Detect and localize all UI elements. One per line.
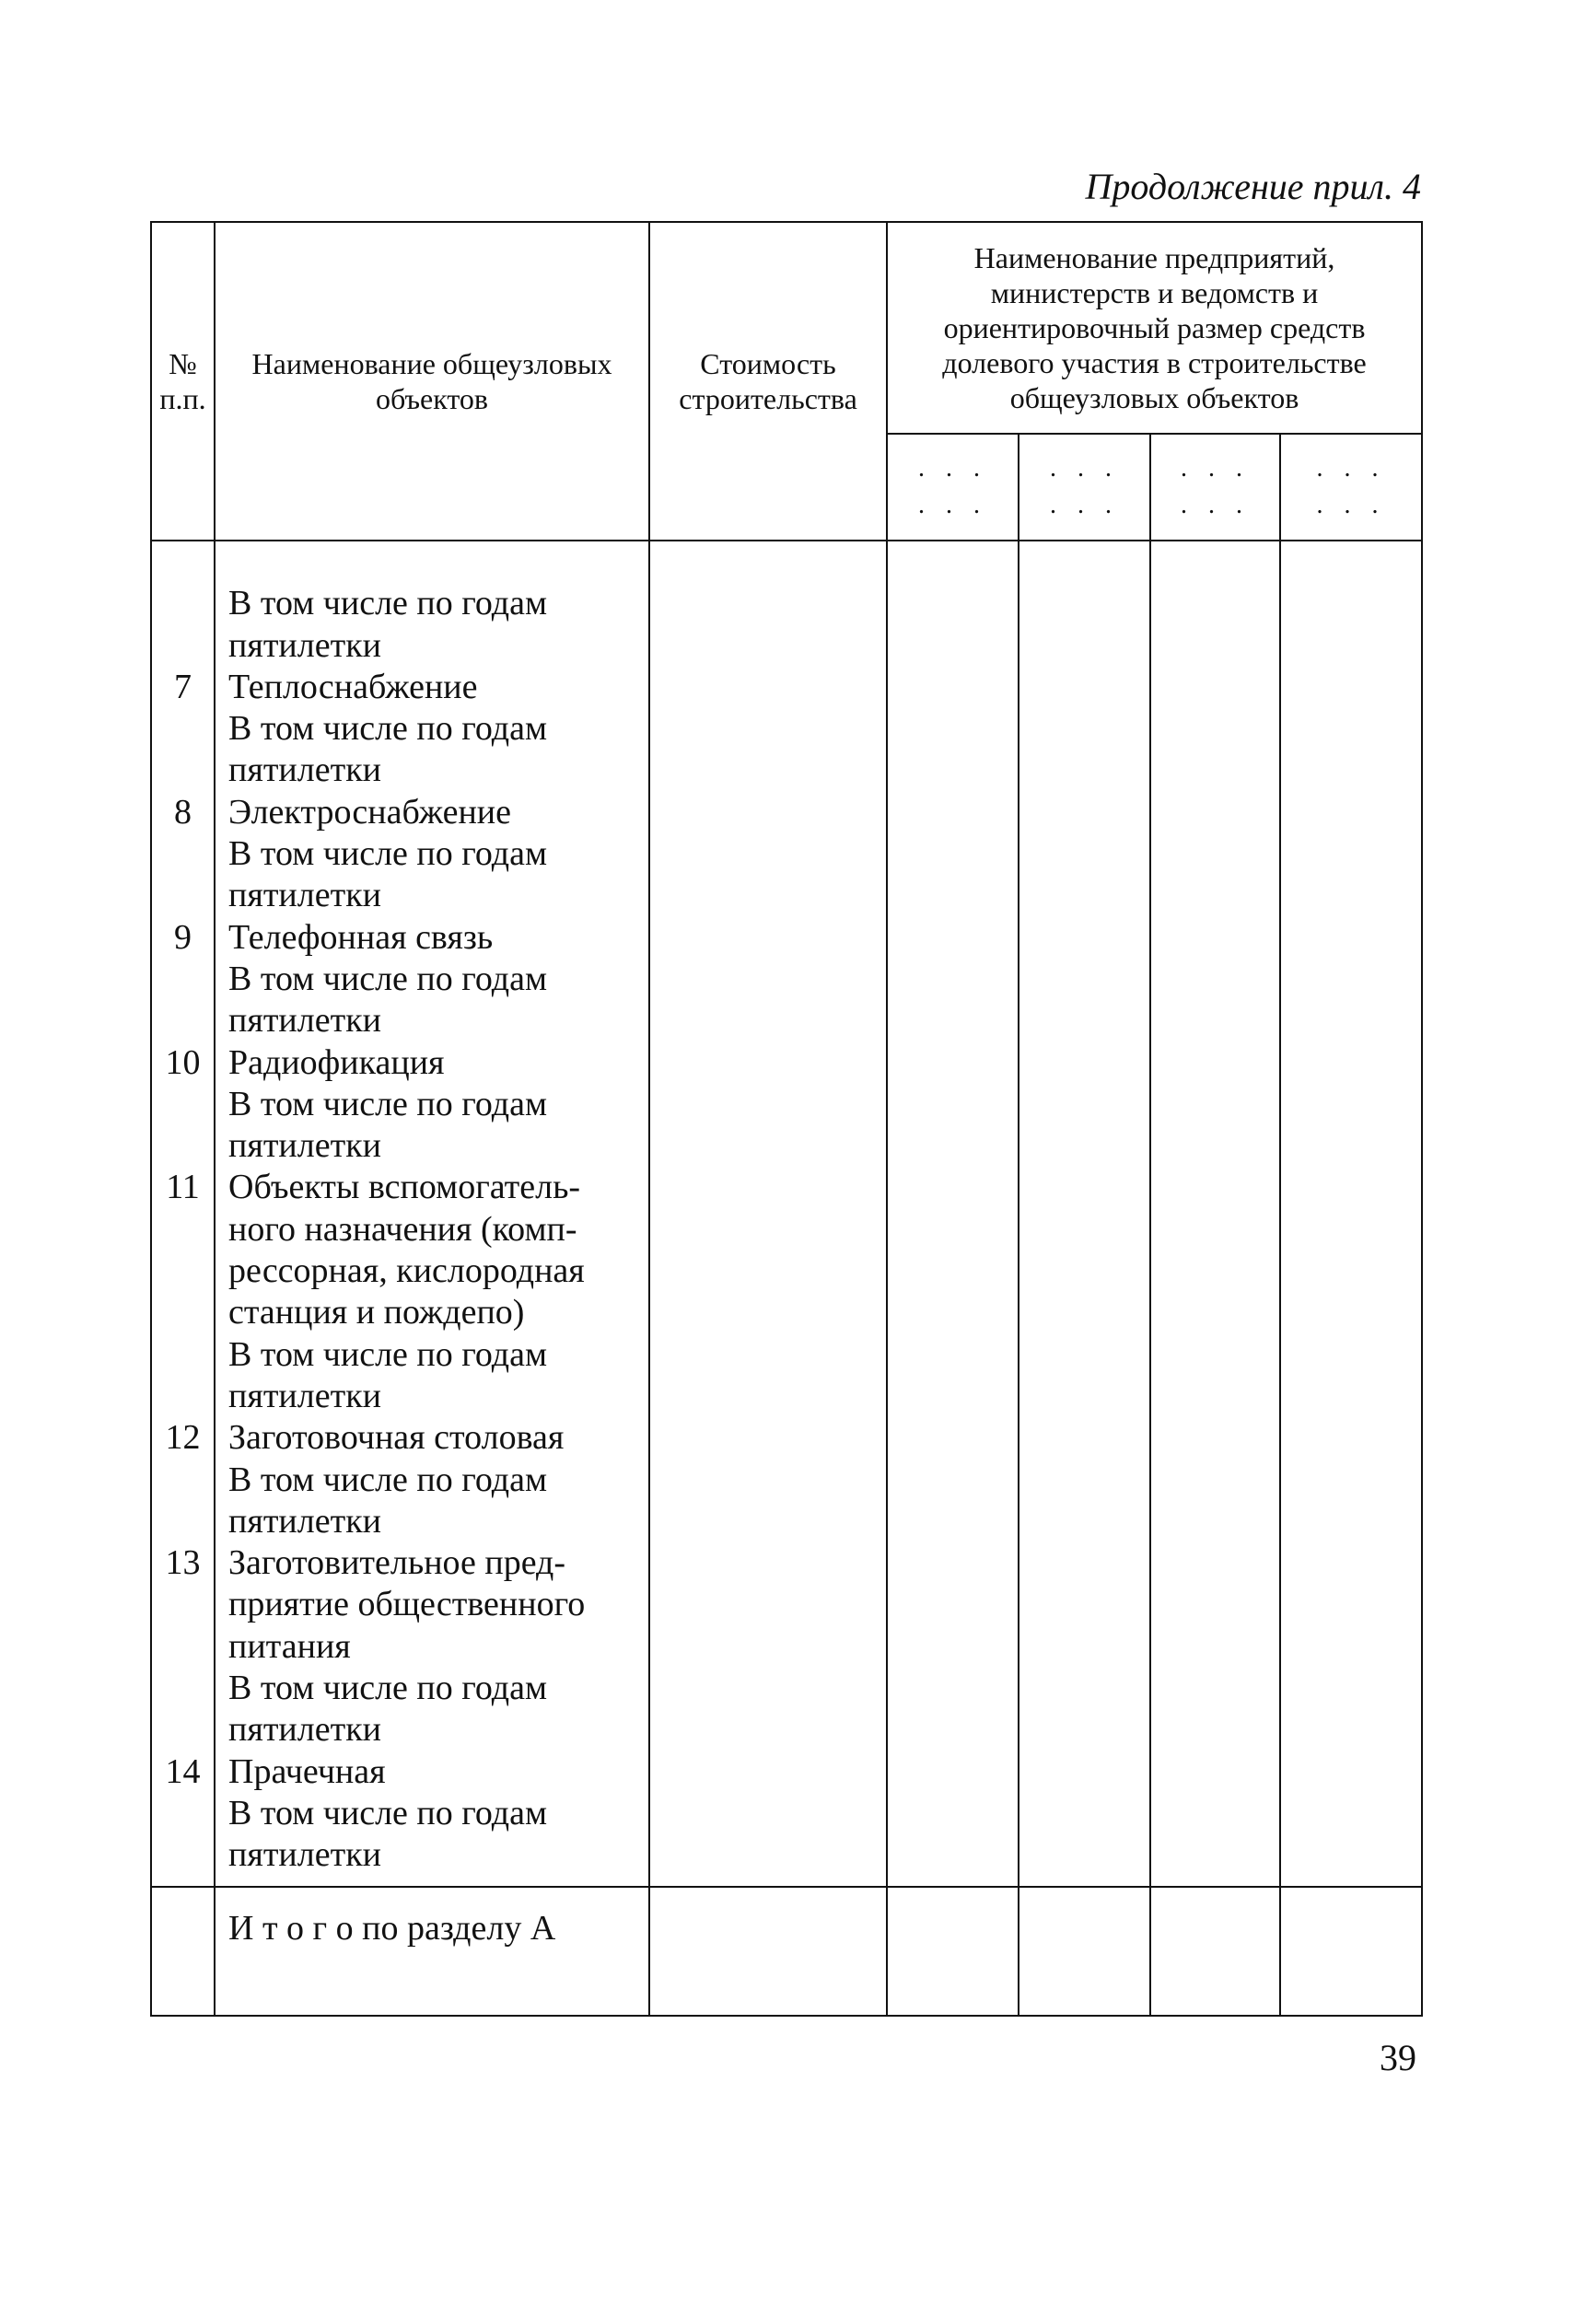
participant-subcolumn xyxy=(1150,434,1280,541)
row-text-line: пятилетки xyxy=(228,1126,381,1166)
table-total xyxy=(151,1887,1422,2016)
row-number-spacer xyxy=(152,750,214,791)
table-row xyxy=(151,541,1422,1887)
row-number: 11 xyxy=(166,1168,200,1207)
row-text-line: В том числе по годам xyxy=(228,584,548,623)
row-text-line: питания xyxy=(228,1626,351,1666)
header-cost-line: строительства xyxy=(679,382,857,415)
row-number-spacer xyxy=(152,1709,214,1751)
row-text-line: В том числе по годам xyxy=(228,1793,548,1832)
ellipsis-placeholder: . . . xyxy=(918,454,987,483)
row-text-line: пятилетки xyxy=(228,1710,381,1750)
row-number-spacer xyxy=(152,1584,214,1625)
row-text-line: пятилетки xyxy=(228,876,381,915)
row-number-spacer xyxy=(152,1125,214,1167)
row-text-line: пятилетки xyxy=(228,625,381,665)
header-participants xyxy=(887,222,1422,434)
row-number: 7 xyxy=(174,667,192,706)
ellipsis-placeholder: . . . xyxy=(1181,454,1250,483)
header-participants-line: Наименование предприятий, xyxy=(973,241,1335,274)
row-number-spacer xyxy=(152,1209,214,1251)
row-number: 14 xyxy=(165,1751,201,1791)
header-cost-line: Стоимость xyxy=(700,347,836,380)
ellipsis-placeholder: . . . xyxy=(1316,454,1386,483)
ellipsis-placeholder: . . . xyxy=(1316,491,1386,519)
total-number-cell xyxy=(151,1887,215,2016)
participant-column xyxy=(1019,541,1150,1887)
row-text-line: В том числе по годам xyxy=(228,959,548,998)
total-cost-cell xyxy=(649,1887,887,2016)
header-participants-line: долевого участия в строительстве xyxy=(942,346,1367,379)
table-header xyxy=(151,222,1422,541)
header-name xyxy=(215,222,649,541)
row-text-line: пятилетки xyxy=(228,1376,381,1415)
number-column xyxy=(151,541,215,1887)
ellipsis-placeholder: . . . xyxy=(1050,491,1119,519)
header-name-line: Наименование общеузловых xyxy=(251,347,612,380)
row-text-line: Электроснабжение xyxy=(228,792,512,832)
row-number-spacer xyxy=(152,583,214,624)
row-text-line: В том числе по годам xyxy=(228,834,548,874)
row-text-line: станция и пождепо) xyxy=(228,1293,525,1332)
header-participants-line: ориентировочный размер средств xyxy=(943,311,1366,344)
row-text-line: В том числе по годам xyxy=(228,1334,548,1374)
header-name-line: объектов xyxy=(375,382,489,415)
objects-table xyxy=(150,221,1423,2017)
row-number-spacer xyxy=(152,1376,214,1417)
ellipsis-placeholder: . . . xyxy=(1181,491,1250,519)
row-text-line: Заготовочная столовая xyxy=(228,1418,565,1458)
participant-column xyxy=(1150,541,1280,1887)
row-text-line: рессорная, кислородная xyxy=(228,1251,585,1291)
row-text-line: Объекты вспомогатель- xyxy=(228,1168,581,1207)
total-label: И т о г о по разделу А xyxy=(215,1887,649,2016)
ellipsis-placeholder: . . . xyxy=(918,491,987,519)
row-number-spacer xyxy=(152,1793,214,1834)
row-text-line: В том числе по годам xyxy=(228,1669,548,1708)
row-number-spacer xyxy=(152,625,214,667)
header-number-line: № xyxy=(169,347,197,380)
participant-column xyxy=(887,541,1019,1887)
row-number: 9 xyxy=(174,917,192,957)
row-number-spacer xyxy=(152,1501,214,1542)
table-body xyxy=(151,541,1422,1887)
row-number: 10 xyxy=(165,1042,201,1082)
row-number-spacer xyxy=(152,1668,214,1709)
header-participants-line: министерств и ведомств и xyxy=(990,276,1319,309)
name-column xyxy=(215,541,649,1887)
total-participant-cell xyxy=(887,1887,1019,2016)
total-participant-cell xyxy=(1019,1887,1150,2016)
total-participant-cell xyxy=(1280,1887,1422,2016)
row-text-line: В том числе по годам xyxy=(228,1460,548,1499)
header-number xyxy=(151,222,215,541)
row-number: 13 xyxy=(165,1543,201,1583)
cost-column xyxy=(649,541,887,1887)
row-text-line: Телефонная связь xyxy=(228,917,494,957)
row-text-line: В том числе по годам xyxy=(228,1084,548,1123)
participant-subcolumn xyxy=(1019,434,1150,541)
header-cost xyxy=(649,222,887,541)
header-number-line: п.п. xyxy=(159,382,206,415)
row-text-line: В том числе по годам xyxy=(228,709,548,749)
participant-subcolumn xyxy=(887,434,1019,541)
row-number-spacer xyxy=(152,1834,214,1876)
row-text-line: пятилетки xyxy=(228,750,381,790)
total-participant-cell xyxy=(1150,1887,1280,2016)
row-number-spacer xyxy=(152,1251,214,1292)
row-number-spacer xyxy=(152,1000,214,1041)
row-text-line: Радиофикация xyxy=(228,1042,445,1082)
row-number-spacer xyxy=(152,1460,214,1501)
row-text-line: приятие общественного xyxy=(228,1585,586,1624)
row-number-spacer xyxy=(152,1334,214,1376)
participant-subcolumn xyxy=(1280,434,1422,541)
row-number-spacer xyxy=(152,1626,214,1668)
row-number-spacer xyxy=(152,1292,214,1333)
header-participants-line: общеузловых объектов xyxy=(1009,381,1299,414)
row-number-spacer xyxy=(152,708,214,750)
row-text-line: ного назначения (комп- xyxy=(228,1209,577,1249)
row-text-line: Прачечная xyxy=(228,1751,386,1791)
participant-column xyxy=(1280,541,1422,1887)
ellipsis-placeholder: . . . xyxy=(1050,454,1119,483)
row-number-spacer xyxy=(152,875,214,916)
row-text-line: пятилетки xyxy=(228,1501,381,1541)
row-text-line: пятилетки xyxy=(228,1001,381,1041)
row-number-spacer xyxy=(152,833,214,875)
row-text-line: пятилетки xyxy=(228,1835,381,1875)
row-number: 12 xyxy=(165,1418,201,1458)
row-text-line: Теплоснабжение xyxy=(228,667,478,706)
row-number-spacer xyxy=(152,1084,214,1125)
row-text-line: Заготовительное пред- xyxy=(228,1543,566,1583)
page-number: 39 xyxy=(1380,2037,1416,2078)
row-number-spacer xyxy=(152,959,214,1000)
total-row xyxy=(151,1887,1422,2016)
running-head: Продолжение прил. 4 xyxy=(1085,166,1421,207)
row-number: 8 xyxy=(174,792,192,832)
